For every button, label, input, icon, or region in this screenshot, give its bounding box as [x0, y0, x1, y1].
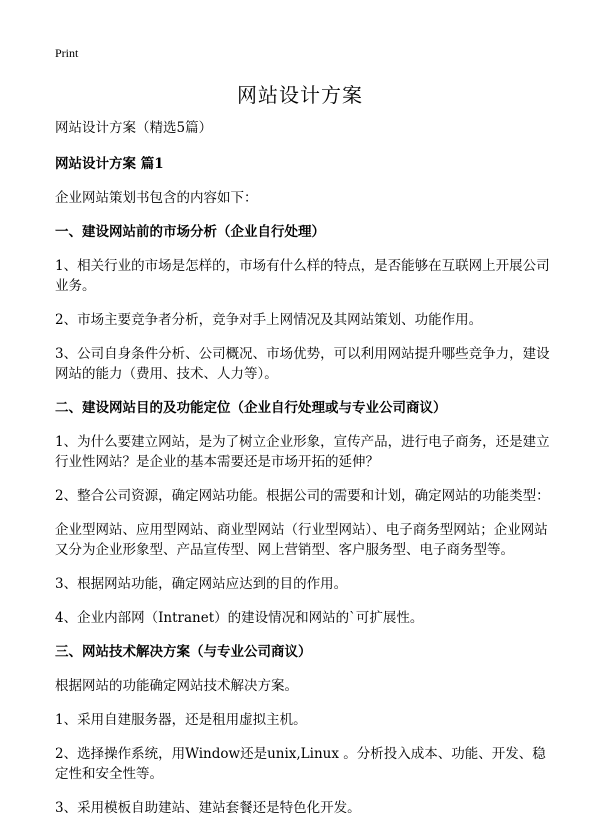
paragraph: 2、选择操作系统，用Window还是unix,Linux 。分析投入成本、功能、开发、稳定性和安全性等。	[55, 746, 546, 782]
paragraph: 2、整合公司资源，确定网站功能。根据公司的需要和计划，确定网站的功能类型：	[55, 488, 550, 504]
intro-paragraph: 企业网站策划书包含的内容如下：	[55, 190, 258, 206]
paragraph: 3、公司自身条件分析、公司概况、市场优势，可以利用网站提升哪些竞争力，建设网站的能力（费用、技术、人力等）。	[55, 346, 550, 382]
document-body	[55, 118, 555, 832]
section-heading: 一、建设网站前的市场分析（企业自行处理）	[55, 224, 325, 240]
section-heading: 三、网站技术解决方案（与专业公司商议）	[55, 644, 312, 660]
chapter-title: 网站设计方案 篇1	[55, 156, 164, 172]
paragraph: 4、企业内部网（Intranet）的建设情况和网站的`可扩展性。	[55, 610, 424, 626]
paragraph: 2、市场主要竞争者分析，竞争对手上网情况及其网站策划、功能作用。	[55, 312, 483, 328]
print-label: Print	[55, 46, 79, 60]
paragraph: 3、采用模板自助建站、建站套餐还是特色化开发。	[55, 800, 361, 816]
paragraph: 3、根据网站功能，确定网站应达到的目的作用。	[55, 576, 348, 592]
paragraph: 1、为什么要建立网站，是为了树立企业形象，宣传产品，进行电子商务，还是建立行业性网站？是企业的基本需要还是市场开拓的延伸？	[55, 434, 550, 470]
paragraph: 1、采用自建服务器，还是租用虚拟主机。	[55, 712, 307, 728]
paragraph: 根据网站的功能确定网站技术解决方案。	[55, 678, 298, 694]
paragraph: 1、相关行业的市场是怎样的，市场有什么样的特点，是否能够在互联网上开展公司业务。	[55, 258, 550, 294]
document-title: 网站设计方案	[237, 83, 363, 107]
section-heading: 二、建设网站目的及功能定位（企业自行处理或与专业公司商议）	[55, 400, 447, 416]
document-subtitle: 网站设计方案（精选5篇）	[55, 120, 213, 136]
paragraph: 企业型网站、应用型网站、商业型网站（行业型网站）、电子商务型网站；企业网站又分为企业形象型、产品宣传型、网上营销型、客户服务型、电子商务型等。	[55, 522, 548, 558]
